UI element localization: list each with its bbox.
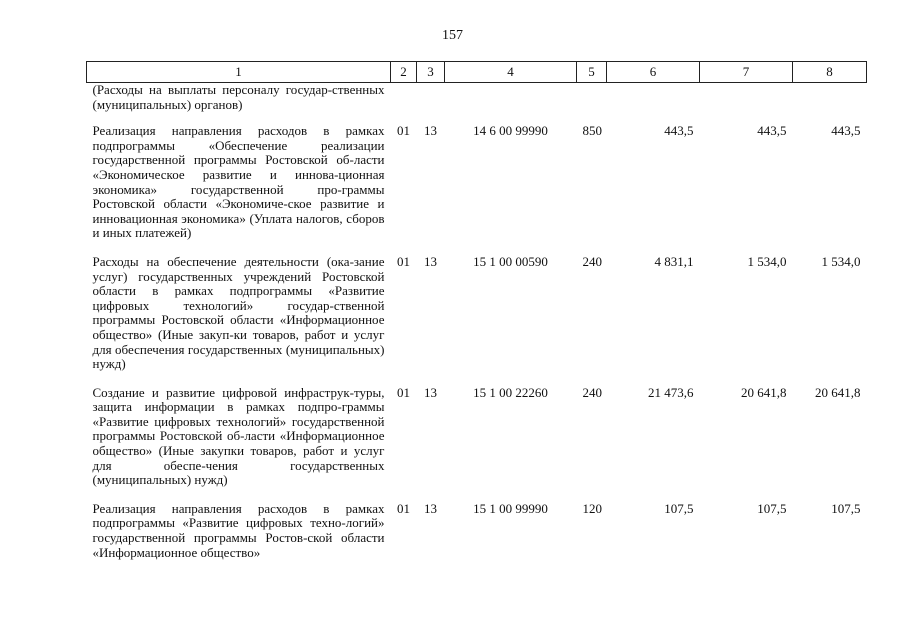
page-number: 157 [442,28,463,43]
col-header-3: 3 [417,62,445,83]
row-value-8: 107,5 [831,500,861,516]
row-value-7: 107,5 [757,500,787,516]
row-target-code: 15 1 00 22260 [473,384,548,400]
row-value-8: 20 641,8 [815,384,861,400]
row-subsection: 13 [424,500,437,516]
row-value-7: 20 641,8 [741,384,787,400]
col-header-7: 7 [700,62,793,83]
row-section [391,83,417,125]
row-value-6: 443,5 [664,123,694,139]
row-description: Создание и развитие цифровой инфраструк-туры, защита информации в рамках подпро-граммы «Развитие цифровых технологий» государственной программы Ростовской об-ласти «Информационное общество» (Иные закупки товаров, работ и услуг для обеспе-чения государственных (муниципальных) нужд) [92,384,385,488]
row-section: 01 [397,384,410,400]
row-description: Расходы на обеспечение деятельности (ока-зание услуг) государственных учреждений Ростовской области в рамках подпрограммы «Развитие цифровых технологий» государ-ственной программы Ростовской области «Информационное общество» (Иные закуп-ки товаров, работ и услуг для обеспечения государственных (муниципальных) нужд) [92,253,385,372]
row-target-code: 14 6 00 99990 [473,123,548,139]
table-row [87,124,867,255]
col-header-2: 2 [391,62,417,83]
table-row [87,386,867,502]
col-header-8: 8 [793,62,867,83]
row-value-7: 443,5 [757,123,787,139]
row-expense-type: 120 [582,500,602,516]
row-value-6: 4 831,1 [654,253,694,269]
table-row [87,83,867,125]
row-value-8: 1 534,0 [821,253,861,269]
row-target-code: 15 1 00 00590 [473,253,548,269]
row-target-code [445,83,577,125]
col-header-6: 6 [607,62,700,83]
header-row [87,62,867,83]
row-section: 01 [397,253,410,269]
row-expense-type: 850 [582,123,602,139]
row-value-8 [793,83,867,125]
row-subsection: 13 [424,253,437,269]
row-subsection [417,83,445,125]
row-value-6: 107,5 [664,500,694,516]
row-description: Реализация направления расходов в рамках подпрограммы «Развитие цифровых техно-логий» государственной программы Ростов-ской области «Информационное общество» [92,500,385,560]
row-subsection: 13 [424,123,437,139]
table-row [87,255,867,386]
row-description: (Расходы на выплаты персоналу государ-ственных (муниципальных) органов) [92,82,385,112]
col-header-5: 5 [577,62,607,83]
row-section: 01 [397,123,410,139]
col-header-1: 1 [87,62,391,83]
row-expense-type: 240 [582,253,602,269]
col-header-4: 4 [445,62,577,83]
row-expense-type: 240 [582,384,602,400]
row-value-6 [607,83,700,125]
row-subsection: 13 [424,384,437,400]
row-expense-type [577,83,607,125]
row-value-7 [700,83,793,125]
row-value-6: 21 473,6 [648,384,694,400]
row-value-8: 443,5 [831,123,861,139]
table-row [87,502,867,574]
budget-table [86,61,867,574]
row-description: Реализация направления расходов в рамках подпрограммы «Обеспечение реализации государственной программы Ростовской об-ласти «Экономическое развитие и иннова-ционная экономика» государственной про-граммы Ростовской области «Экономиче-ское развитие и инновационная экономика» (Уплата налогов, сборов и иных платежей) [92,123,385,241]
row-target-code: 15 1 00 99990 [473,500,548,516]
row-section: 01 [397,500,410,516]
row-value-7: 1 534,0 [747,253,787,269]
